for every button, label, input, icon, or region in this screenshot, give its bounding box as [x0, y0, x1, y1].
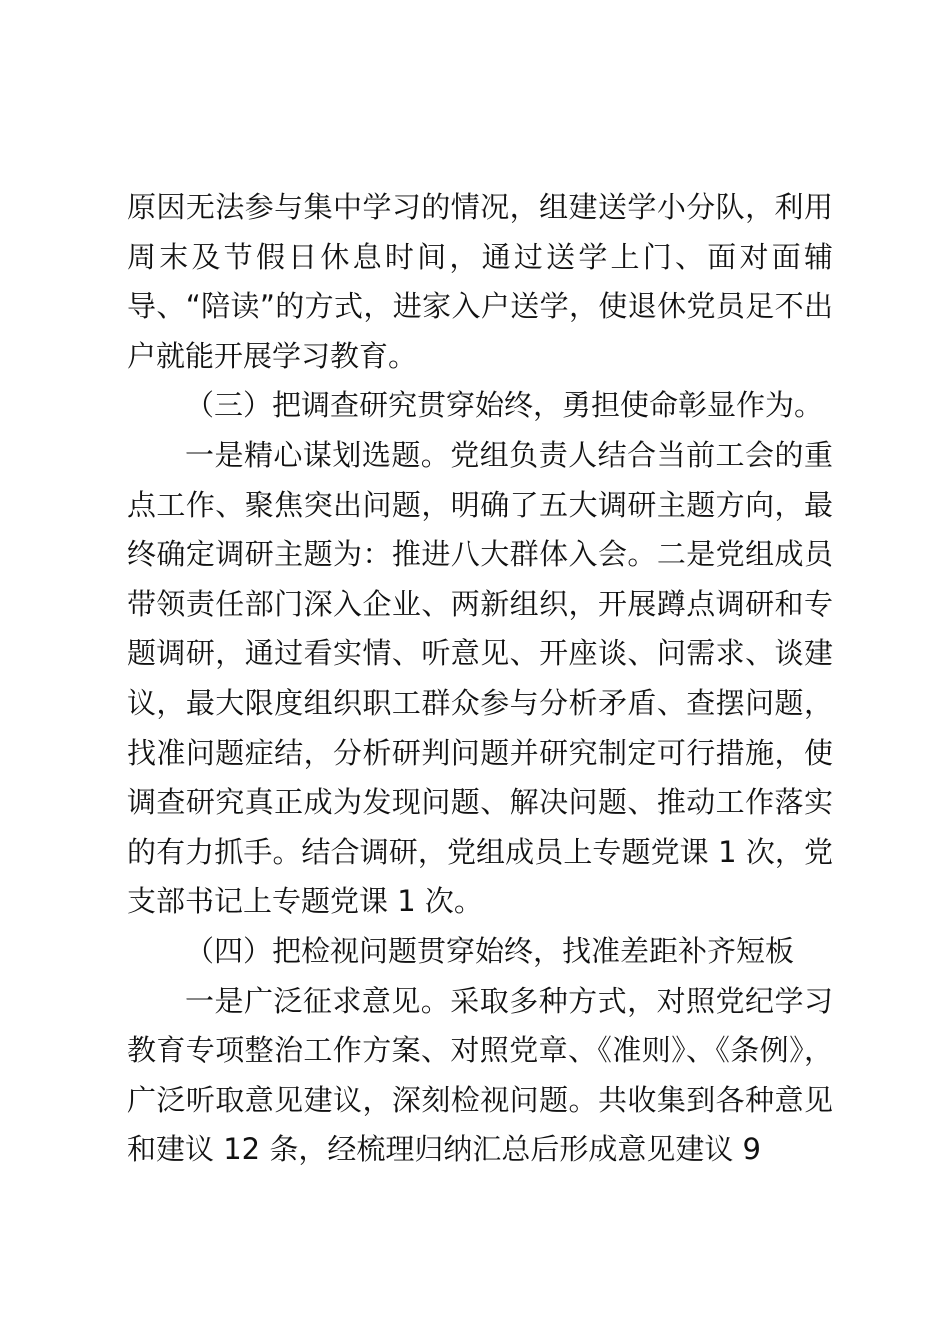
section-heading-three: （三）把调查研究贯穿始终，勇担使命彰显作为。 — [185, 388, 824, 423]
paragraph-research-topics: 一是精心谋划选题。党组负责人结合当前工会的重点工作、聚焦突出问题，明确了五大调研主题方向，最终确定调研主题为：推进八大群体入会。二是党组成员带领责任部门深入企业、两新组织，开展蹲点调研和专题调研，通过看实情、听意见、开座谈、问需求、谈建议，最大限度组织职工群众参与分析矛盾、查摆问题，找准问题症结，分析研判问题并研究制定可行措施，使调查研究真正成为发现问题、解决问题、推动工作落实的有力抓手。结合调研，党组成员上专题党课 1 次，党支部书记上专题党课 1 次。 — [127, 437, 833, 919]
paragraph-sending-study-team: 原因无法参与集中学习的情况，组建送学小分队，利用周末及节假日休息时间，通过送学上门、面对面辅导、“陪读”的方式，进家入户送学，使退休党员足不出户就能开展学习教育。 — [127, 190, 833, 373]
section-heading-four: （四）把检视问题贯穿始终，找准差距补齐短板 — [185, 933, 795, 968]
document-body — [127, 183, 833, 1175]
paragraph-collect-opinions: 一是广泛征求意见。采取多种方式，对照党纪学习教育专项整治工作方案、对照党章、《准则》、《条例》，广泛听取意见建议，深刻检视问题。共收集到各种意见和建议 12 条，经梳理归纳汇总后形成意见建议 9 — [127, 983, 833, 1167]
